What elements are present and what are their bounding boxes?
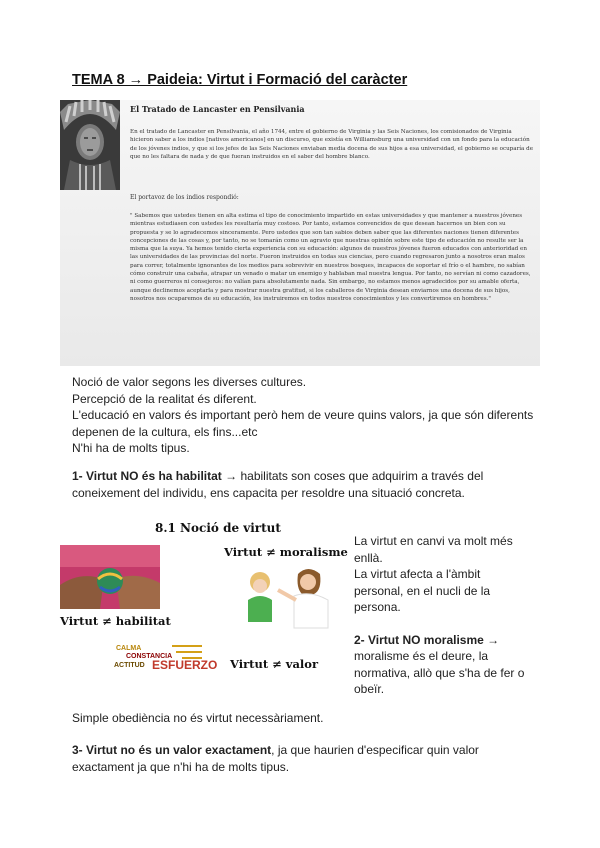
label-moralisme: Virtut ≠ moralisme [224, 545, 348, 559]
intro-paragraph [72, 374, 542, 457]
section-3-heading: 3- Virtut no és un valor exactament [72, 743, 272, 757]
label-habilitat: Virtut ≠ habilitat [60, 614, 171, 628]
cloud-word-actitud: ACTITUD [114, 662, 145, 669]
section-1-heading: 1- Virtut NO és ha habilitat [72, 469, 222, 483]
section-2-text: moralisme és el deure, la normativa, allò que s'ha de fer o obeïr. [354, 649, 525, 696]
page-title: TEMA 8 → Paideia: Virtut i Formació del caràcter [72, 72, 408, 88]
excerpt-subheading: El portavoz de los indios respondió: [130, 194, 239, 201]
section-3 [72, 742, 532, 775]
section-2-heading: 2- Virtut NO moralisme → [354, 632, 500, 647]
section-3-text: , ja que haurien d'especificar quin valor exactament ja que n'hi ha de molts tipus. [72, 743, 479, 774]
intro-line: Noció de valor segons les diverses cultures. [72, 375, 307, 389]
right-column [354, 533, 532, 698]
section-1 [72, 468, 532, 501]
excerpt-paragraph-1: En el tratado de Lancaster en Pensilvania, el año 1744, entre el gobierno de Virginia y las Seis Naciones, los comisionados de Virginia hicieron saber a los indios [nativos americanos] en un discurso, que existía en Williamsburg una universidad con un fondo para la educación de los jóvenes indios, y que si los jefes de las Seis Naciones enviaban media docena de sus hijos a esa universidad, el gobierno se ocuparía de que no les faltara de nada y de que fueran instruidos en el saber del hombre blanco. [130, 129, 534, 160]
section-2 [354, 632, 532, 649]
native-chief-portrait [60, 100, 120, 190]
intro-line: L'educació en valors és important però hem de veure quins valors, ja que són diferents depenen de la cultura, els fins...etc [72, 408, 534, 439]
right-text-2: La virtut afecta a l'àmbit personal, en el nucli de la persona. [354, 567, 491, 614]
intro-line: N'hi ha de molts tipus. [72, 441, 190, 455]
cloud-word-calma: CALMA [116, 645, 142, 652]
lancaster-excerpt-image [60, 100, 540, 366]
figure-title: 8.1 Noció de virtut [155, 521, 281, 535]
hands-with-ball-image [60, 545, 160, 609]
excerpt-paragraph-2: " Sabemos que ustedes tienen en alta estima el tipo de conocimiento impartido en estas universidades y que mantener a nuestros jóvenes mientras estudiasen con ustedes les resultaría muy costoso. Por tanto, estamos convencidos de que desean hacernos un bien con su propuesta y se lo agradecemos sinceramente. Pero ustedes que son tan sabios deben saber que las diferentes naciones tienen diferentes concepciones de las cosas y, por tanto, no se tomarán como un agravio que nuestras opinión sobre este tipo de educación no resulte ser la misma que la suya. Ya hemos tenido cierta experiencia con su educación: algunos de nuestros jóvenes fueron educados con anterioridad en las universidades de las provincias del norte. Fueron instruidos en todas sus ciencias, pero cuando regresaron junto a nosotros eran malos para correr, totalmente ignorantes de los medios para sobrevivir en nuestros bosques, incapaces de soportar el frío o el hambre, no sabían cómo construir una cabaña, atrapar un venado o matar un enemigo y hablaban mal nuestra lengua. Por tanto, no servían ni como cazadores, ni como guerreros ni consejeros: no valían para absolutamente nada. Sin embargo, no estamos menos agradecidos por su amable oferta, aunque declinemos aceptarla y para mostrar nuestra gratitud, si los caballeros de Virginia desean enviarnos una docena de sus hijos, nosotros nos ocuparemos de su educación, les instruiremos en todos nuestros conocimientos y les convertiremos en hombres." [130, 213, 531, 302]
section-1-text: → habilitats son coses que adquirim a través del coneixement del individu, ens capacita per resoldre una situació concreta. [72, 469, 484, 500]
label-valor: Virtut ≠ valor [230, 657, 319, 671]
right-text-1: La virtut en canvi va molt més enllà. [354, 534, 513, 565]
intro-line: Percepció de la realitat és diferent. [72, 391, 257, 406]
obedience-line: Simple obediència no és virtut necessàriament. [72, 711, 324, 725]
cloud-word-constancia: CONSTANCIA [126, 653, 173, 660]
excerpt-heading: El Tratado de Lancaster en Pensilvania [130, 104, 305, 114]
values-word-cloud [112, 640, 218, 672]
cloud-word-esfuerzo: ESFUERZO [152, 658, 218, 672]
mother-scolding-child-image [238, 560, 332, 628]
